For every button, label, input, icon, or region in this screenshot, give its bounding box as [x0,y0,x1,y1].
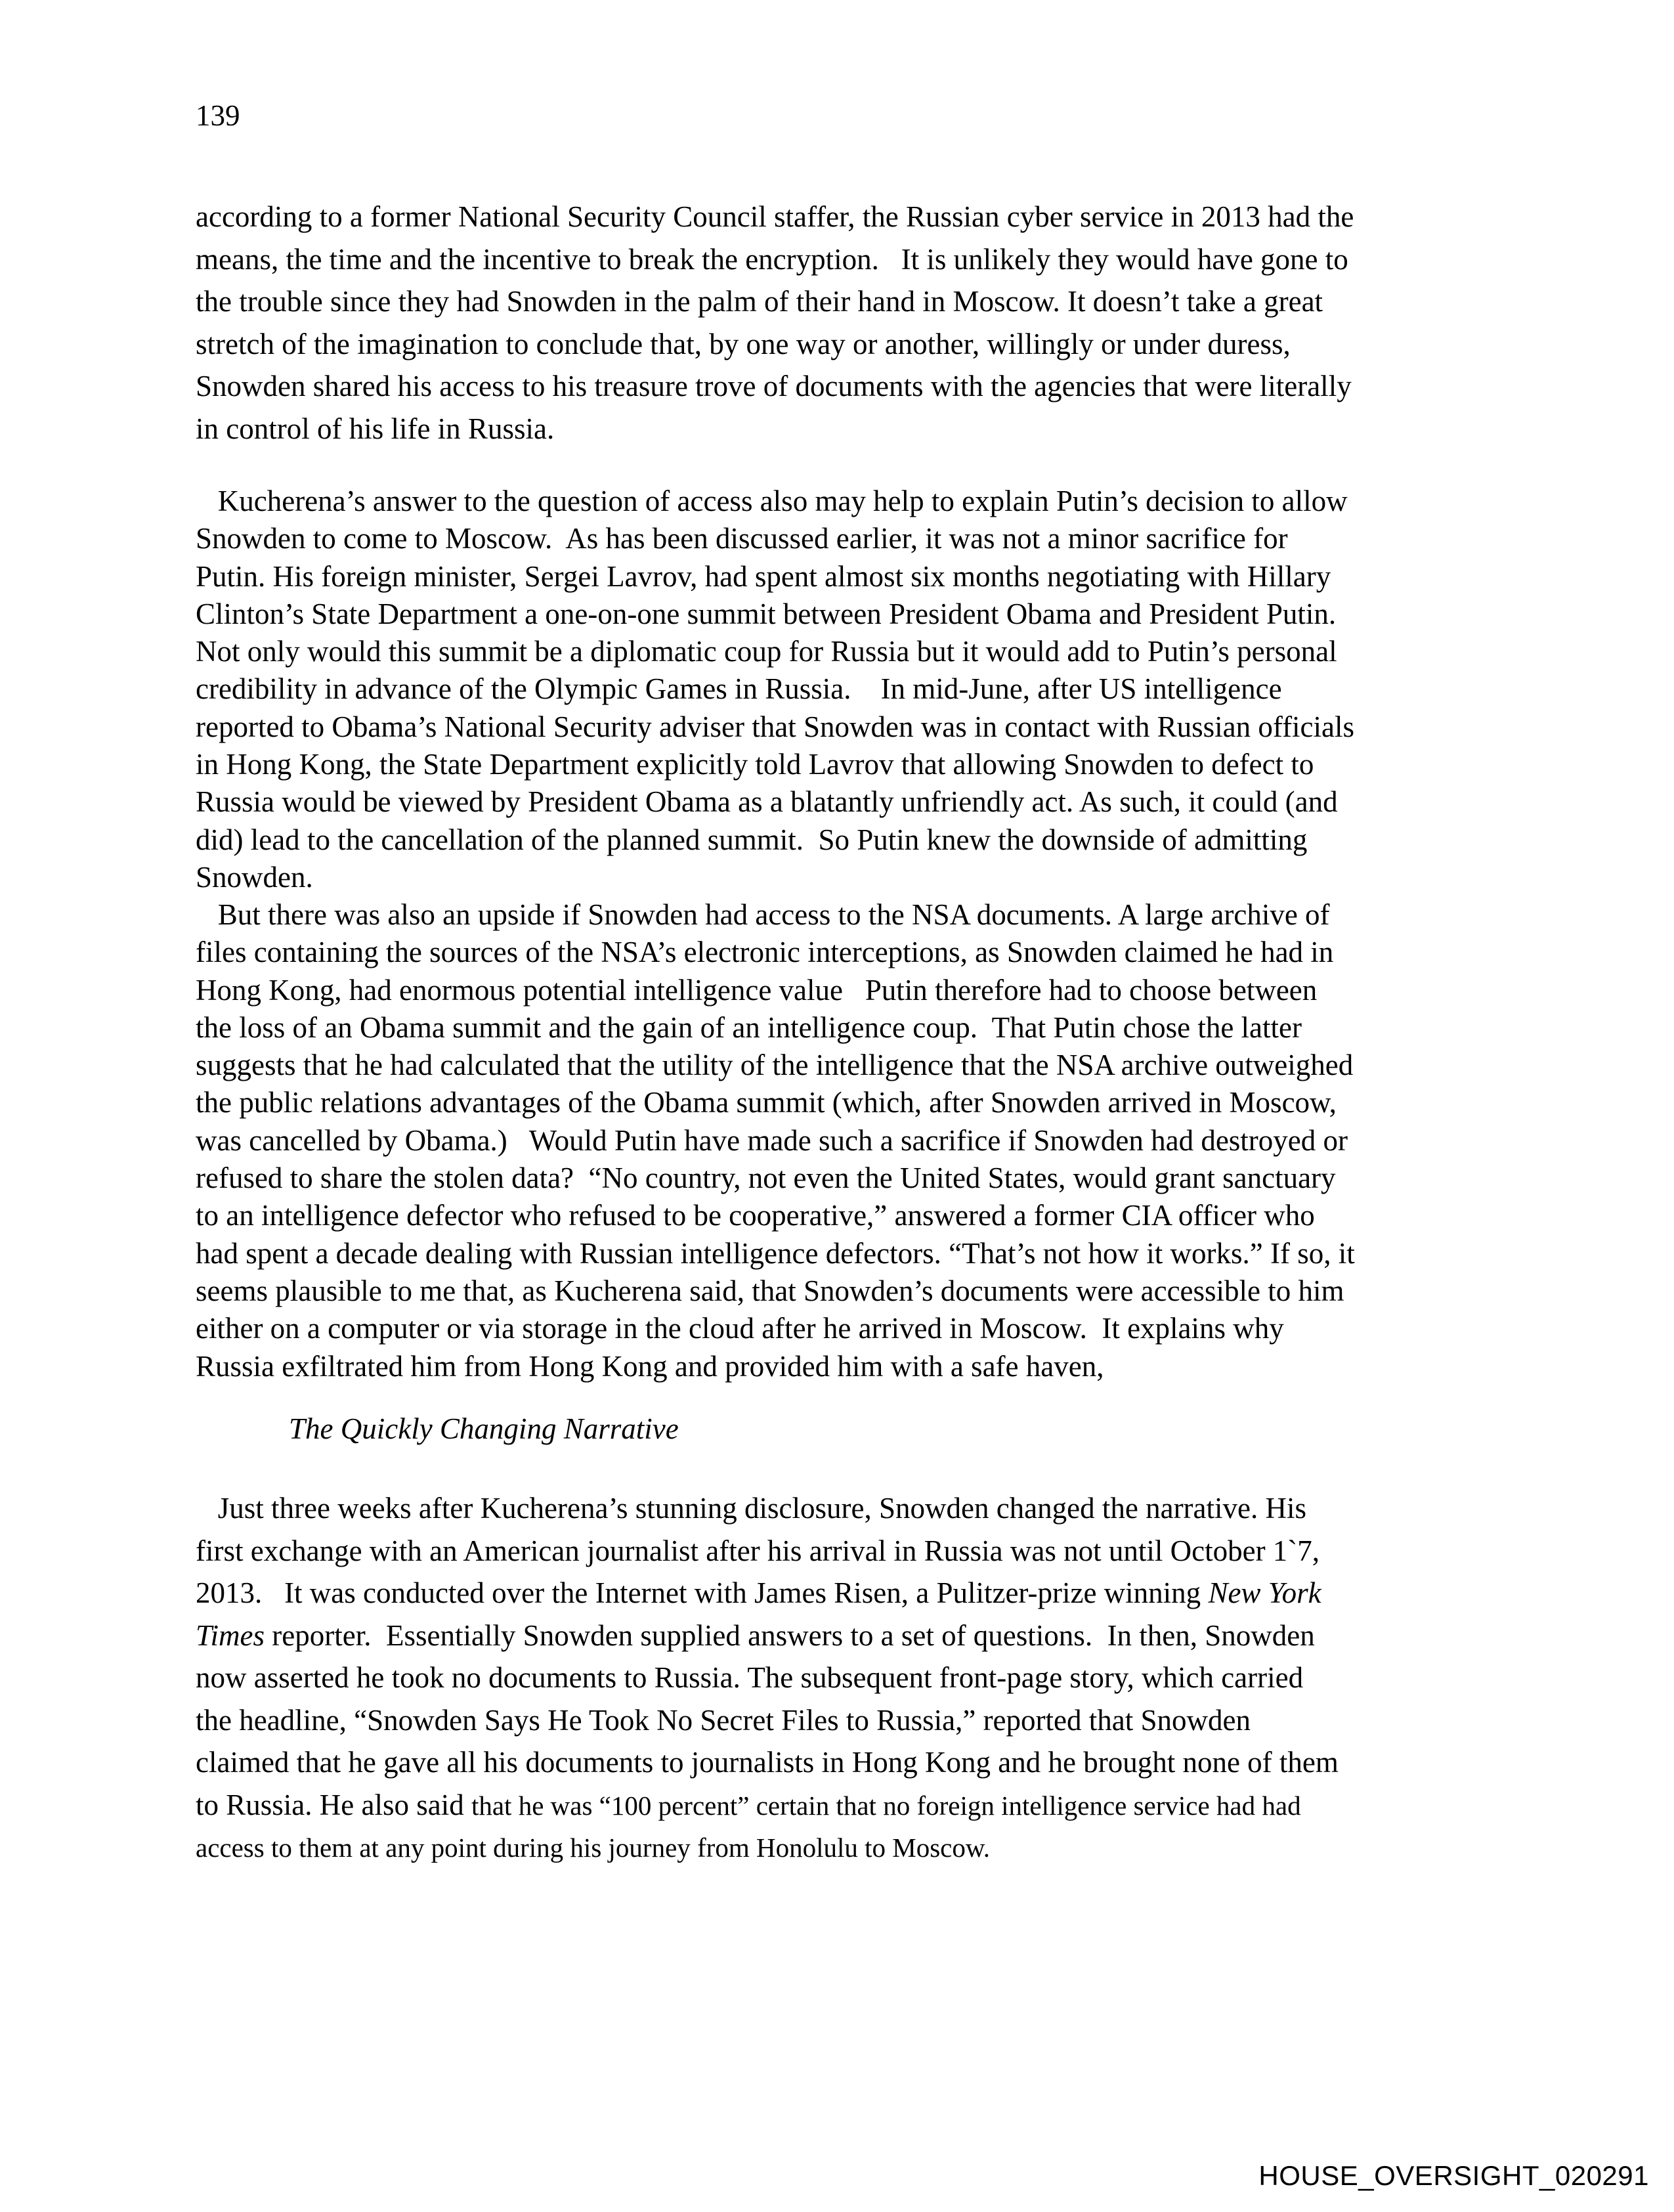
text-line: had spent a decade dealing with Russian intelligence defectors. “That’s not how it works.” If so, it [196,1236,1355,1270]
text-line: now asserted he took no documents to Russia. The subsequent front-page story, which carried [196,1661,1304,1694]
section-heading: The Quickly Changing Narrative [289,1412,679,1445]
text-line: access to them at any point during his journey from Honolulu to Moscow. [196,1832,991,1863]
text-line: the trouble since they had Snowden in the palm of their hand in Moscow. It doesn’t take a great [196,285,1323,318]
text-line: first exchange with an American journalist after his arrival in Russia was not until October 1`7, [196,1534,1320,1567]
text-line: seems plausible to me that, as Kucherena said, that Snowden’s documents were accessible to him [196,1274,1344,1307]
text-line: But there was also an upside if Snowden had access to the NSA documents. A large archive of [196,898,1330,931]
text-line: the headline, “Snowden Says He Took No Secret Files to Russia,” reported that Snowden [196,1703,1251,1737]
text-line: Just three weeks after Kucherena’s stunning disclosure, Snowden changed the narrative. His [196,1492,1307,1525]
text-line: to an intelligence defector who refused to be cooperative,” answered a former CIA officer who [196,1199,1315,1232]
text-line: refused to share the stolen data? “No country, not even the United States, would grant sanctuary [196,1161,1336,1195]
publication-name: New York [1208,1576,1321,1609]
text-line: Snowden to come to Moscow. As has been discussed earlier, it was not a minor sacrifice for [196,522,1288,555]
text-line: stretch of the imagination to conclude that, by one way or another, willingly or under duress, [196,327,1291,360]
text-run: to Russia. He also said [196,1788,471,1821]
paragraph-upside [196,896,1482,1385]
text-line: in Hong Kong, the State Department explicitly told Lavrov that allowing Snowden to defect to [196,748,1314,781]
publication-name: Times [196,1618,265,1652]
text-run: 2013. It was conducted over the Internet with James Risen, a Pulitzer-prize winning [196,1576,1209,1609]
text-line: in control of his life in Russia. [196,412,555,445]
page-number: 139 [196,99,240,132]
text-line: claimed that he gave all his documents to journalists in Hong Kong and he brought none of them [196,1746,1339,1779]
text-line: Clinton’s State Department a one-on-one summit between President Obama and President Putin. [196,597,1337,630]
text-line: Kucherena’s answer to the question of access also may help to explain Putin’s decision to allow [196,485,1348,517]
text-line: Russia exfiltrated him from Hong Kong and provided him with a safe haven, [196,1349,1104,1383]
text-line: according to a former National Security Council staffer, the Russian cyber service in 2013 had the [196,200,1354,233]
text-line: Snowden. [196,860,313,894]
text-run: reporter. Essentially Snowden supplied answers to a set of questions. In then, Snowden [265,1618,1315,1652]
text-line: did) lead to the cancellation of the planned summit. So Putin knew the downside of admitting [196,823,1308,856]
text-line: credibility in advance of the Olympic Games in Russia. In mid-June, after US intelligence [196,672,1282,706]
text-run: that he was “100 percent” certain that no foreign intelligence service had had [471,1790,1301,1821]
text-line: the public relations advantages of the Obama summit (which, after Snowden arrived in Moscow, [196,1086,1337,1119]
text-line: means, the time and the incentive to break the encryption. It is unlikely they would have gone to [196,242,1348,276]
text-line: Not only would this summit be a diplomatic coup for Russia but it would add to Putin’s personal [196,635,1337,668]
text-line: Hong Kong, had enormous potential intelligence value Putin therefore had to choose between [196,973,1318,1007]
text-line: reported to Obama’s National Security adviser that Snowden was in contact with Russian officials [196,710,1355,743]
text-line [196,1784,1482,1827]
text-line: Putin. His foreign minister, Sergei Lavrov, had spent almost six months negotiating with Hillary [196,559,1331,593]
paragraph-encryption-access [196,196,1482,450]
text-line: Russia would be viewed by President Obama as a blatantly unfriendly act. As such, it could (and [196,785,1338,819]
text-line: the loss of an Obama summit and the gain of an intelligence coup. That Putin chose the latter [196,1010,1302,1044]
text-line: either on a computer or via storage in the cloud after he arrived in Moscow. It explains why [196,1312,1284,1345]
paragraph-changing-narrative [196,1487,1482,1869]
text-line: was cancelled by Obama.) Would Putin have made such a sacrifice if Snowden had destroyed or [196,1123,1348,1157]
text-line [196,1615,1482,1657]
bates-stamp: HOUSE_OVERSIGHT_020291 [1258,2160,1649,2191]
text-line: Snowden shared his access to his treasure trove of documents with the agencies that were literally [196,370,1352,402]
text-line: suggests that he had calculated that the utility of the intelligence that the NSA archive outweighed [196,1049,1354,1082]
text-line: files containing the sources of the NSA’s electronic interceptions, as Snowden claimed he had in [196,936,1334,969]
paragraph-putin-decision [196,483,1482,896]
text-line [196,1572,1482,1615]
